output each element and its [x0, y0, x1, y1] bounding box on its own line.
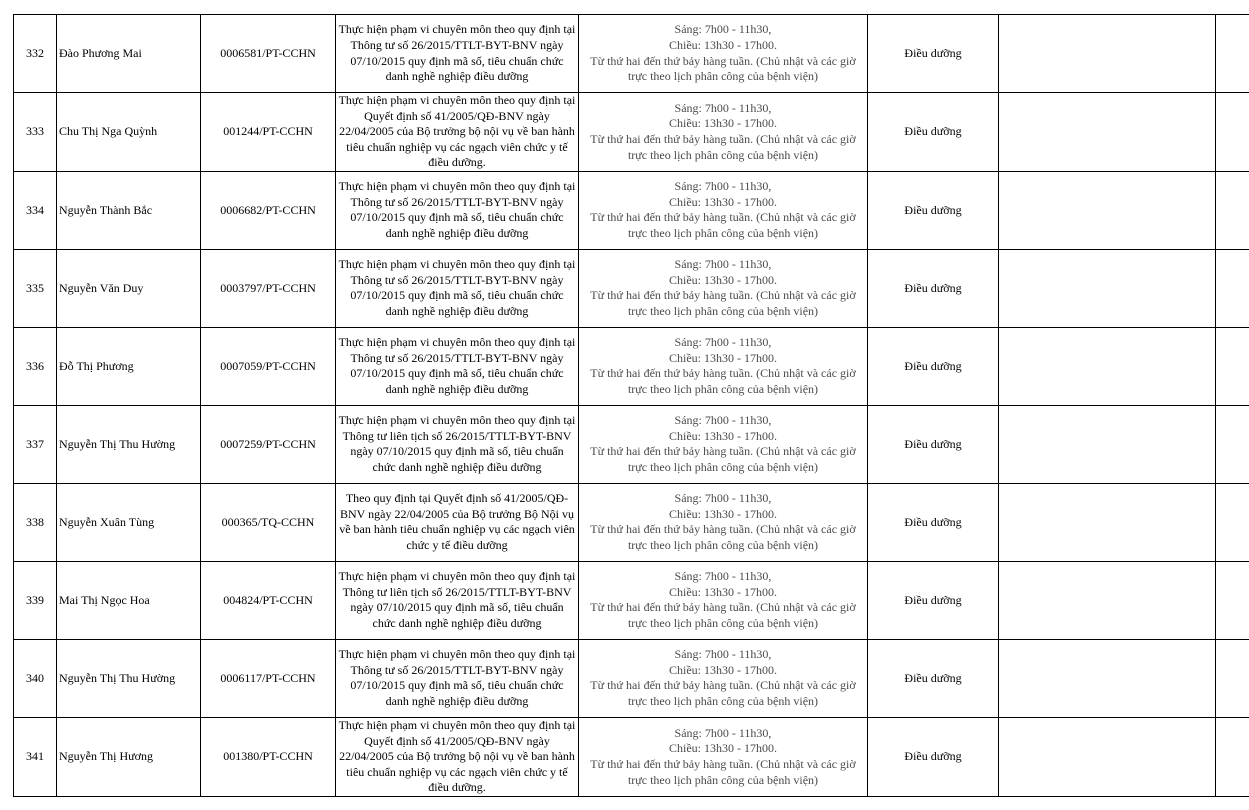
working-hours: [579, 171, 868, 249]
staff-name: Đỗ Thị Phương: [57, 327, 201, 405]
staff-name: Chu Thị Nga Quỳnh: [57, 93, 201, 172]
empty-cell: [999, 93, 1216, 172]
working-hours: [579, 327, 868, 405]
table-row: [14, 93, 1249, 172]
staff-name: Nguyễn Thị Hương: [57, 717, 201, 796]
staff-roster-table: [13, 14, 1249, 797]
certificate-number: 0007259/PT-CCHN: [201, 405, 336, 483]
staff-role: Điều dưỡng: [868, 93, 999, 172]
staff-role: Điều dưỡng: [868, 639, 999, 717]
working-hours: [579, 717, 868, 796]
staff-role: Điều dưỡng: [868, 327, 999, 405]
staff-name: Mai Thị Ngọc Hoa: [57, 561, 201, 639]
hours-morning: Sáng: 7h00 - 11h30,: [674, 725, 772, 740]
staff-roster-body: [14, 15, 1249, 797]
practice-scope: Theo quy định tại Quyết định số 41/2005/QĐ-BNV ngày 22/04/2005 của Bộ trưởng Bộ Nội vụ về ban hành tiêu chuẩn nghiệp vụ các ngạch viên chức y tế điều dưỡng: [336, 483, 579, 561]
practice-scope: Thực hiện phạm vi chuyên môn theo quy định tại Thông tư số 26/2015/TTLT-BYT-BNV ngày 07/10/2015 quy định mã số, tiêu chuẩn chức danh nghề nghiệp điều dưỡng: [336, 15, 579, 93]
empty-cell: [999, 15, 1216, 93]
hours-morning: Sáng: 7h00 - 11h30,: [674, 179, 772, 194]
practice-scope: Thực hiện phạm vi chuyên môn theo quy định tại Thông tư số 26/2015/TTLT-BYT-BNV ngày 07/10/2015 quy định mã số, tiêu chuẩn chức danh nghề nghiệp điều dưỡng: [336, 327, 579, 405]
table-row: [14, 171, 1249, 249]
certificate-number: 0007059/PT-CCHN: [201, 327, 336, 405]
row-number: 336: [14, 327, 57, 405]
working-hours: [579, 249, 868, 327]
hours-afternoon: Chiều: 13h30 - 17h00.: [669, 662, 777, 677]
hours-afternoon: Chiều: 13h30 - 17h00.: [669, 350, 777, 365]
hours-afternoon: Chiều: 13h30 - 17h00.: [669, 741, 777, 756]
hours-note: Từ thứ hai đến thứ bảy hàng tuần. (Chủ nhật và các giờ trực theo lịch phân công của bệnh viện): [590, 210, 856, 241]
hours-afternoon: Chiều: 13h30 - 17h00.: [669, 506, 777, 521]
hours-morning: Sáng: 7h00 - 11h30,: [674, 335, 772, 350]
table-row: [14, 405, 1249, 483]
table-row: [14, 483, 1249, 561]
hours-afternoon: Chiều: 13h30 - 17h00.: [669, 584, 777, 599]
practice-scope: Thực hiện phạm vi chuyên môn theo quy định tại Quyết định số 41/2005/QĐ-BNV ngày 22/04/2005 của Bộ trưởng bộ nội vụ về ban hành tiêu chuẩn nghiệp vụ các ngạch viên chức y tế điều dưỡng.: [336, 93, 579, 172]
hours-morning: Sáng: 7h00 - 11h30,: [674, 257, 772, 272]
hours-afternoon: Chiều: 13h30 - 17h00.: [669, 272, 777, 287]
certificate-number: 0006117/PT-CCHN: [201, 639, 336, 717]
row-number: 338: [14, 483, 57, 561]
hours-note: Từ thứ hai đến thứ bảy hàng tuần. (Chủ nhật và các giờ trực theo lịch phân công của bệnh viện): [590, 288, 856, 319]
hours-afternoon: Chiều: 13h30 - 17h00.: [669, 194, 777, 209]
table-row: [14, 249, 1249, 327]
certificate-number: 0006581/PT-CCHN: [201, 15, 336, 93]
table-row: [14, 327, 1249, 405]
hours-note: Từ thứ hai đến thứ bảy hàng tuần. (Chủ nhật và các giờ trực theo lịch phân công của bệnh viện): [590, 678, 856, 709]
working-hours: [579, 93, 868, 172]
hours-afternoon: Chiều: 13h30 - 17h00.: [669, 428, 777, 443]
practice-scope: Thực hiện phạm vi chuyên môn theo quy định tại Thông tư liên tịch số 26/2015/TTLT-BYT-BNV ngày 07/10/2015 quy định mã số, tiêu chuẩn chức danh nghề nghiệp điều dưỡng: [336, 405, 579, 483]
staff-name: Nguyễn Xuân Tùng: [57, 483, 201, 561]
empty-cell: [1216, 171, 1249, 249]
empty-cell: [1216, 15, 1249, 93]
empty-cell: [1216, 561, 1249, 639]
certificate-number: 0003797/PT-CCHN: [201, 249, 336, 327]
table-row: [14, 15, 1249, 93]
empty-cell: [999, 405, 1216, 483]
hours-note: Từ thứ hai đến thứ bảy hàng tuần. (Chủ nhật và các giờ trực theo lịch phân công của bệnh viện): [590, 366, 856, 397]
certificate-number: 004824/PT-CCHN: [201, 561, 336, 639]
empty-cell: [999, 171, 1216, 249]
row-number: 332: [14, 15, 57, 93]
working-hours: [579, 405, 868, 483]
empty-cell: [1216, 327, 1249, 405]
staff-role: Điều dưỡng: [868, 483, 999, 561]
table-row: [14, 717, 1249, 796]
empty-cell: [999, 327, 1216, 405]
empty-cell: [1216, 405, 1249, 483]
hours-morning: Sáng: 7h00 - 11h30,: [674, 647, 772, 662]
working-hours: [579, 639, 868, 717]
hours-note: Từ thứ hai đến thứ bảy hàng tuần. (Chủ nhật và các giờ trực theo lịch phân công của bệnh viện): [590, 600, 856, 631]
empty-cell: [1216, 639, 1249, 717]
hours-morning: Sáng: 7h00 - 11h30,: [674, 491, 772, 506]
certificate-number: 001244/PT-CCHN: [201, 93, 336, 172]
empty-cell: [999, 639, 1216, 717]
table-row: [14, 639, 1249, 717]
certificate-number: 000365/TQ-CCHN: [201, 483, 336, 561]
hours-note: Từ thứ hai đến thứ bảy hàng tuần. (Chủ nhật và các giờ trực theo lịch phân công của bệnh viện): [590, 756, 856, 787]
row-number: 340: [14, 639, 57, 717]
certificate-number: 0006682/PT-CCHN: [201, 171, 336, 249]
working-hours: [579, 15, 868, 93]
empty-cell: [999, 249, 1216, 327]
row-number: 341: [14, 717, 57, 796]
staff-name: Nguyễn Thị Thu Hường: [57, 639, 201, 717]
hours-morning: Sáng: 7h00 - 11h30,: [674, 100, 772, 115]
staff-name: Nguyễn Thành Bắc: [57, 171, 201, 249]
practice-scope: Thực hiện phạm vi chuyên môn theo quy định tại Thông tư số 26/2015/TTLT-BYT-BNV ngày 07/10/2015 quy định mã số, tiêu chuẩn chức danh nghề nghiệp điều dưỡng: [336, 249, 579, 327]
practice-scope: Thực hiện phạm vi chuyên môn theo quy định tại Thông tư số 26/2015/TTLT-BYT-BNV ngày 07/10/2015 quy định mã số, tiêu chuẩn chức danh nghề nghiệp điều dưỡng: [336, 171, 579, 249]
practice-scope: Thực hiện phạm vi chuyên môn theo quy định tại Thông tư liên tịch số 26/2015/TTLT-BYT-BNV ngày 07/10/2015 quy định mã số, tiêu chuẩn chức danh nghề nghiệp điều dưỡng: [336, 561, 579, 639]
certificate-number: 001380/PT-CCHN: [201, 717, 336, 796]
hours-note: Từ thứ hai đến thứ bảy hàng tuần. (Chủ nhật và các giờ trực theo lịch phân công của bệnh viện): [590, 53, 856, 84]
staff-role: Điều dưỡng: [868, 405, 999, 483]
hours-afternoon: Chiều: 13h30 - 17h00.: [669, 116, 777, 131]
hours-note: Từ thứ hai đến thứ bảy hàng tuần. (Chủ nhật và các giờ trực theo lịch phân công của bệnh viện): [590, 522, 856, 553]
hours-note: Từ thứ hai đến thứ bảy hàng tuần. (Chủ nhật và các giờ trực theo lịch phân công của bệnh viện): [590, 444, 856, 475]
row-number: 335: [14, 249, 57, 327]
staff-name: Đào Phương Mai: [57, 15, 201, 93]
empty-cell: [999, 717, 1216, 796]
table-row: [14, 561, 1249, 639]
empty-cell: [1216, 249, 1249, 327]
working-hours: [579, 561, 868, 639]
working-hours: [579, 483, 868, 561]
empty-cell: [1216, 717, 1249, 796]
empty-cell: [1216, 483, 1249, 561]
hours-note: Từ thứ hai đến thứ bảy hàng tuần. (Chủ nhật và các giờ trực theo lịch phân công của bệnh viện): [590, 131, 856, 162]
hours-afternoon: Chiều: 13h30 - 17h00.: [669, 37, 777, 52]
staff-role: Điều dưỡng: [868, 717, 999, 796]
practice-scope: Thực hiện phạm vi chuyên môn theo quy định tại Quyết định số 41/2005/QĐ-BNV ngày 22/04/2005 của Bộ trưởng bộ nội vụ về ban hành tiêu chuẩn nghiệp vụ các ngạch viên chức y tế điều dưỡng.: [336, 717, 579, 796]
row-number: 337: [14, 405, 57, 483]
hours-morning: Sáng: 7h00 - 11h30,: [674, 22, 772, 37]
staff-role: Điều dưỡng: [868, 15, 999, 93]
staff-role: Điều dưỡng: [868, 561, 999, 639]
staff-role: Điều dưỡng: [868, 171, 999, 249]
empty-cell: [999, 483, 1216, 561]
hours-morning: Sáng: 7h00 - 11h30,: [674, 569, 772, 584]
empty-cell: [1216, 93, 1249, 172]
staff-name: Nguyễn Thị Thu Hường: [57, 405, 201, 483]
empty-cell: [999, 561, 1216, 639]
staff-name: Nguyễn Văn Duy: [57, 249, 201, 327]
row-number: 334: [14, 171, 57, 249]
row-number: 339: [14, 561, 57, 639]
practice-scope: Thực hiện phạm vi chuyên môn theo quy định tại Thông tư số 26/2015/TTLT-BYT-BNV ngày 07/10/2015 quy định mã số, tiêu chuẩn chức danh nghề nghiệp điều dưỡng: [336, 639, 579, 717]
hours-morning: Sáng: 7h00 - 11h30,: [674, 413, 772, 428]
row-number: 333: [14, 93, 57, 172]
staff-role: Điều dưỡng: [868, 249, 999, 327]
